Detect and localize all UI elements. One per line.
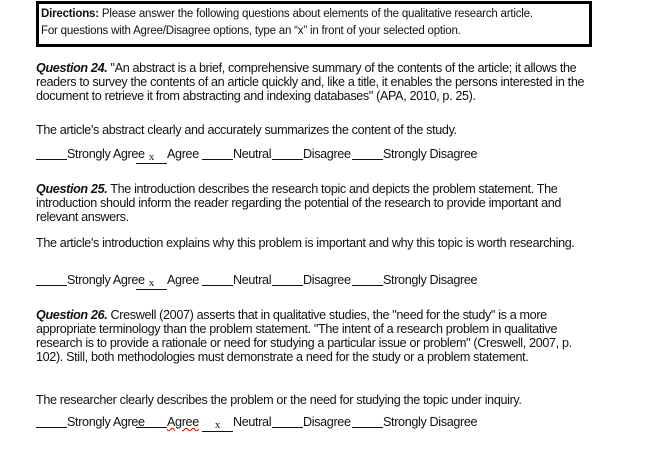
option-label: Agree [167,415,199,429]
option-disagree[interactable] [272,273,351,287]
question-24 [36,61,596,103]
statement-26: The researcher clearly describes the problem or the need for studying the topic under inquiry. [36,393,522,407]
option-disagree[interactable] [272,147,351,161]
option-label: Disagree [303,273,351,287]
option-label: Agree [167,273,199,287]
answer-blank[interactable] [36,415,67,428]
directions-label: Directions: [41,8,99,20]
option-strongly-agree[interactable] [36,147,145,161]
option-label: Disagree [303,147,351,161]
option-label: Strongly Disagree [383,273,478,287]
statement-25: The article's introduction explains why this problem is important and why this topic is worth researching. [36,236,575,250]
options-25 [36,273,616,289]
option-strongly-disagree[interactable] [352,415,477,429]
option-strongly-disagree[interactable] [352,273,477,287]
directions-line2: For questions with Agree/Disagree options, type an “x” in front of your selected option. [41,25,461,37]
directions-line1: Please answer the following questions about elements of the qualitative research article. [98,8,533,20]
option-label: Neutral [233,415,272,429]
option-agree[interactable] [136,273,199,290]
question-26 [36,308,596,364]
option-strongly-disagree[interactable] [352,147,477,161]
question-text: Creswell (2007) asserts that in qualitative studies, the "need for the study" is a more appropriate terminology than the problem statement. "The intent of a research problem in qualitative research is to provide a rationale or need for studying a particular issue or problem" (Creswell, 2007, p. 102). Still, both methodologies must demonstrate a need for the study or a problem statement. [36,308,572,364]
answer-blank[interactable] [352,415,383,428]
option-agree[interactable] [136,147,199,164]
question-label: Question 25. [36,182,108,196]
answer-blank[interactable] [202,147,233,160]
answer-blank[interactable] [36,147,67,160]
answer-blank[interactable] [202,273,233,286]
option-label: Agree [167,147,199,161]
answer-blank[interactable]: x [136,277,167,290]
option-neutral[interactable] [202,415,271,432]
question-text: "An abstract is a brief, comprehensive summary of the contents of the article; it allows the readers to survey the contents of an article quickly and, like a title, it enables the persons interested in the document to retrieve it from abstracting and indexing databases" (APA, 2010, p. 25). [36,61,585,103]
option-agree[interactable] [136,415,199,429]
option-label: Neutral [233,147,272,161]
option-disagree[interactable] [272,415,351,429]
question-25 [36,182,596,224]
answer-blank[interactable]: x [202,419,233,432]
answer-blank[interactable] [272,415,303,428]
option-label: Strongly Agree [67,415,145,429]
option-strongly-agree[interactable] [36,415,145,429]
option-label: Strongly Disagree [383,415,478,429]
options-26 [36,415,616,431]
answer-blank[interactable] [272,273,303,286]
question-label: Question 26. [36,308,108,322]
option-neutral[interactable] [202,147,271,161]
option-label: Neutral [233,273,272,287]
answer-blank[interactable]: x [136,151,167,164]
question-label: Question 24. [36,61,108,75]
answer-blank[interactable] [36,273,67,286]
option-label: Strongly Agree [67,273,145,287]
option-strongly-agree[interactable] [36,273,145,287]
question-text: The introduction describes the research topic and depicts the problem statement. The introduction should inform the reader regarding the potential of the research to provide important and relevant answers. [36,182,562,224]
answer-blank[interactable] [352,147,383,160]
option-label: Disagree [303,415,351,429]
answer-blank[interactable] [272,147,303,160]
answer-blank[interactable] [136,415,167,428]
option-label: Strongly Agree [67,147,145,161]
option-label: Strongly Disagree [383,147,478,161]
option-neutral[interactable] [202,273,271,287]
options-24 [36,147,616,163]
statement-24: The article's abstract clearly and accurately summarizes the content of the study. [36,123,457,137]
directions-box [36,1,592,47]
answer-blank[interactable] [352,273,383,286]
